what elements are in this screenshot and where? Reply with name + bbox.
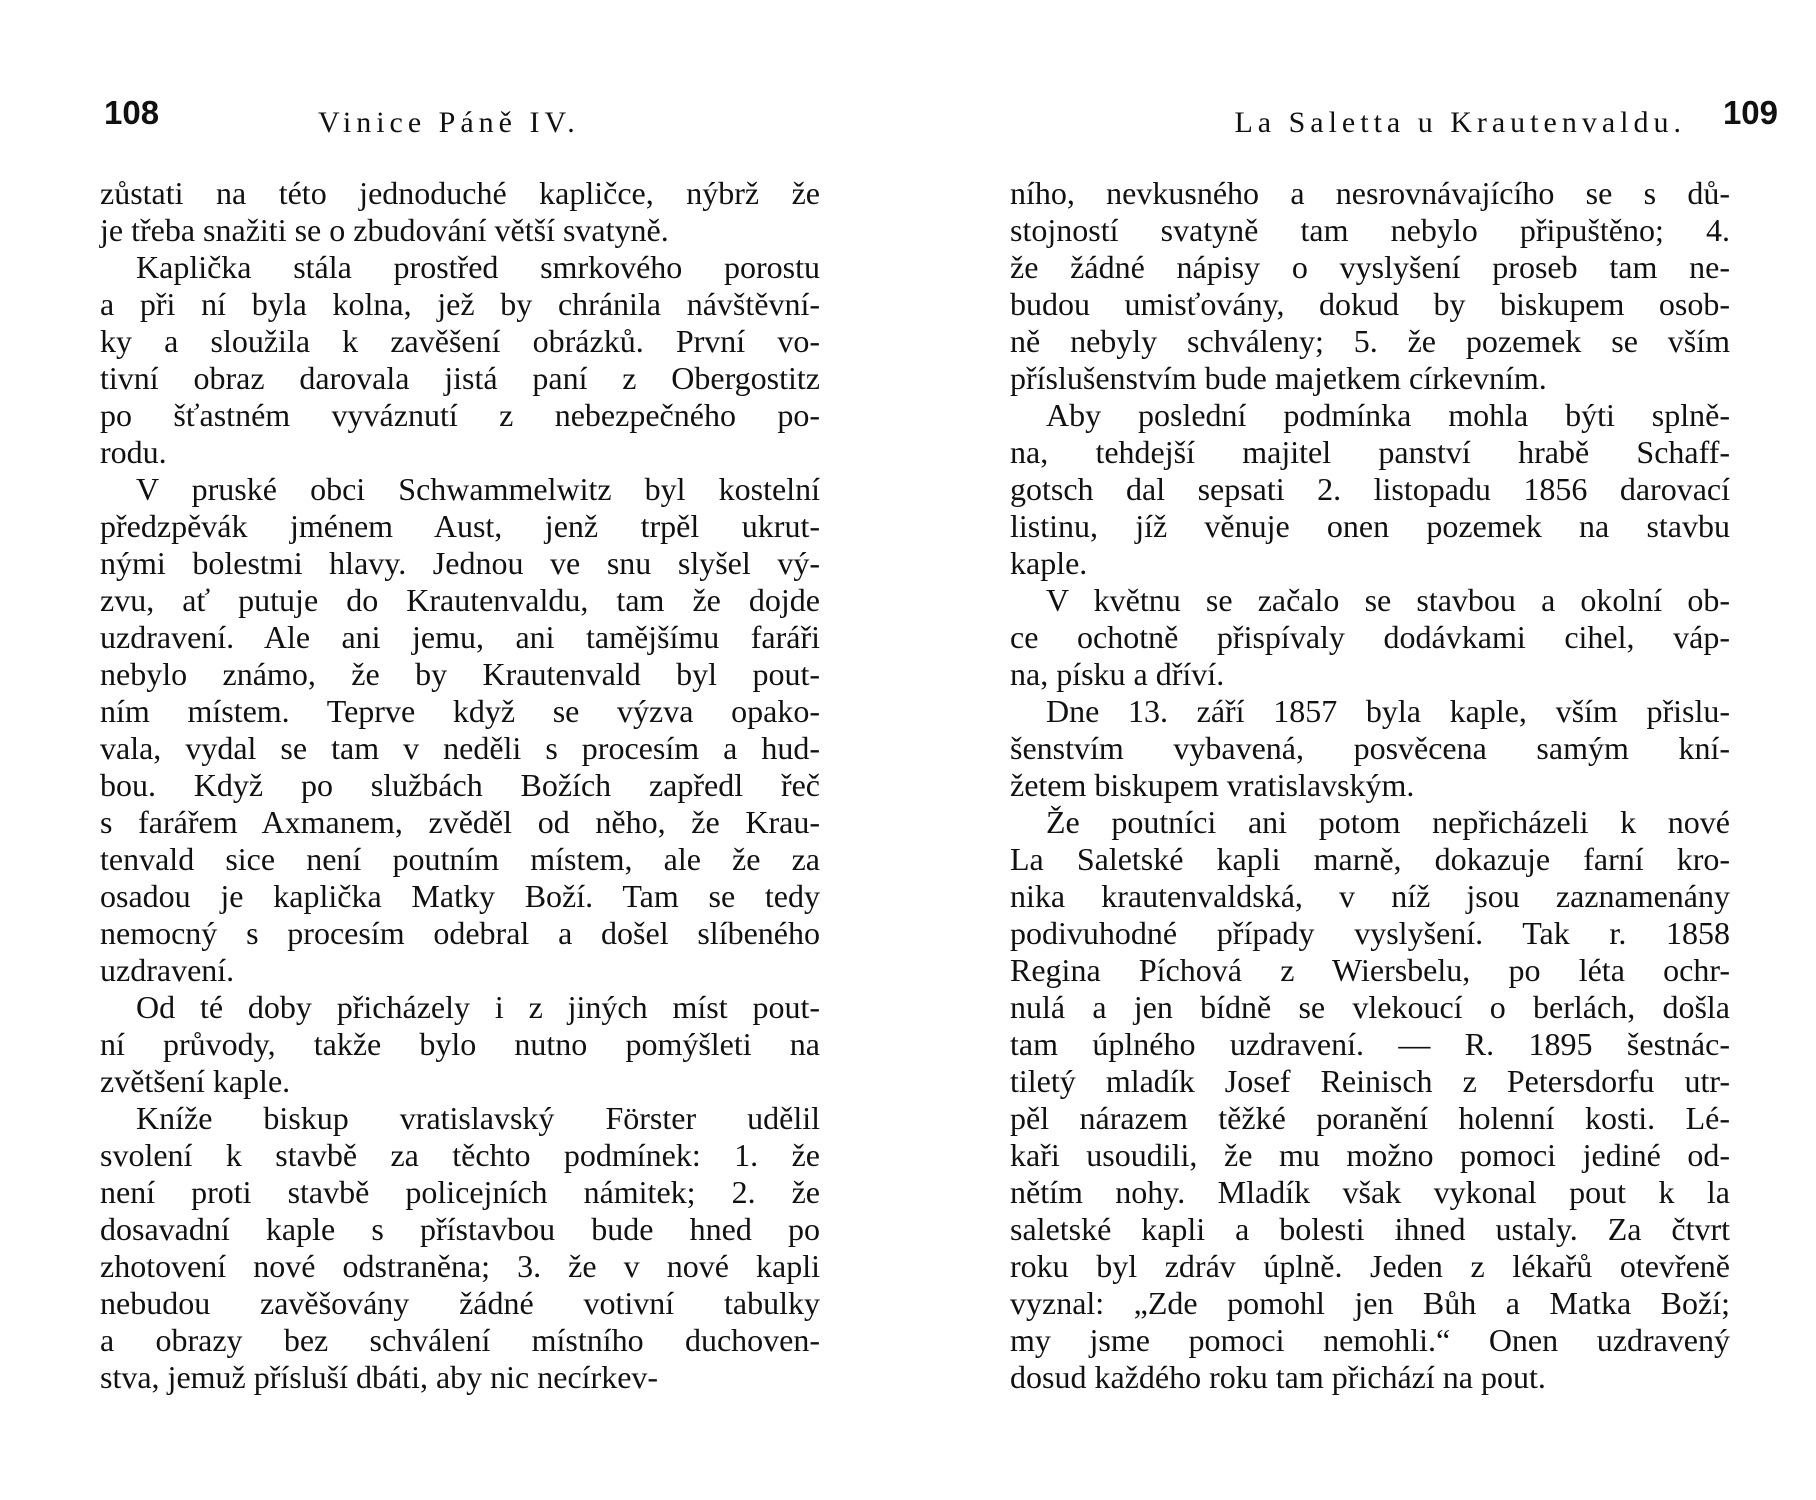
text-line: ním místem. Teprve když se výzva opako- (100, 693, 820, 729)
text-line: svolení k stavbě za těchto podmínek: 1. že (100, 1137, 820, 1173)
text-line: rodu. (100, 434, 167, 470)
text-line: nemocný s procesím odebral a došel slíbeného (100, 915, 820, 951)
right-page (1010, 0, 1778, 1500)
text-line: Dne 13. září 1857 byla kaple, vším přislu- (1046, 693, 1730, 729)
text-line: tiletý mladík Josef Reinisch z Petersdorfu utr- (1010, 1063, 1730, 1099)
right-page-header (1010, 94, 1778, 146)
text-line: a obrazy bez schválení místního duchoven- (100, 1322, 820, 1358)
text-line: není proti stavbě policejních námitek; 2. že (100, 1174, 820, 1210)
text-line: ní průvody, takže bylo nutno pomýšleti na (100, 1026, 820, 1062)
text-line: uzdravení. Ale ani jemu, ani tamějšímu faráři (100, 619, 820, 655)
text-line: uzdravení. (100, 952, 235, 988)
right-page-number: 109 (1722, 94, 1778, 131)
text-line: osadou je kaplička Matky Boží. Tam se tedy (100, 878, 820, 914)
text-line: dosud každého roku tam přichází na pout. (1010, 1359, 1546, 1395)
text-line: stva, jemuž přísluší dbáti, aby nic necírkev- (100, 1359, 659, 1395)
text-line: nulá a jen bídně se vlekoucí o berlách, došla (1010, 989, 1730, 1025)
left-running-head: Vinice Páně IV. (318, 106, 580, 139)
text-line: zhotovení nové odstraněna; 3. že v nové kapli (100, 1248, 820, 1284)
text-line: nětím nohy. Mladík však vykonal pout k la (1010, 1174, 1730, 1210)
text-line: gotsch dal sepsati 2. listopadu 1856 darovací (1010, 471, 1730, 507)
text-line: ce ochotně přispívaly dodávkami cihel, váp- (1010, 619, 1730, 655)
left-page-body (100, 175, 820, 1396)
text-line: kaple. (1010, 545, 1088, 581)
left-page-header (100, 94, 820, 146)
text-line: po šťastném vyváznutí z nebezpečného po- (100, 397, 820, 433)
text-line: kaři usoudili, že mu možno pomoci jediné od- (1010, 1137, 1730, 1173)
left-page-number: 108 (104, 94, 160, 131)
text-line: ně nebyly schváleny; 5. že pozemek se vším (1010, 323, 1730, 359)
text-line: podivuhodné případy vyslyšení. Tak r. 1858 (1010, 915, 1730, 951)
text-line: Kníže biskup vratislavský Förster udělil (136, 1100, 820, 1136)
text-line: Kaplička stála prostřed smrkového porostu (136, 249, 820, 285)
text-line: V pruské obci Schwammelwitz byl kostelní (136, 471, 820, 507)
text-line: La Saletské kapli marně, dokazuje farní kro- (1010, 841, 1730, 877)
text-line: ky a sloužila k zavěšení obrázků. První vo- (100, 323, 820, 359)
text-line: my jsme pomoci nemohli.“ Onen uzdravený (1010, 1322, 1730, 1358)
text-line: vyznal: „Zde pomohl jen Bůh a Matka Boží; (1010, 1285, 1730, 1321)
text-line: pěl nárazem těžké poranění holenní kosti. Lé- (1010, 1100, 1730, 1136)
text-line: zvu, ať putuje do Krautenvaldu, tam že dojde (100, 582, 820, 618)
text-line: nebylo známo, že by Krautenvald byl pout- (100, 656, 820, 692)
text-line: tam úplného uzdravení. — R. 1895 šestnác- (1010, 1026, 1730, 1062)
text-line: bou. Když po službách Božích zapředl řeč (100, 767, 820, 803)
text-line: na, písku a dříví. (1010, 656, 1225, 692)
text-line: dosavadní kaple s přístavbou bude hned po (100, 1211, 820, 1247)
text-line: Regina Píchová z Wiersbelu, po léta ochr- (1010, 952, 1730, 988)
text-line: tenvald sice není poutním místem, ale že za (100, 841, 820, 877)
text-line: zvětšení kaple. (100, 1063, 291, 1099)
text-line: nika krautenvaldská, v níž jsou zaznamenány (1010, 878, 1730, 914)
text-line: budou umisťovány, dokud by biskupem osob- (1010, 286, 1730, 322)
text-line: zůstati na této jednoduché kapličce, nýbrž že (100, 175, 820, 211)
text-line: tivní obraz darovala jistá paní z Obergostitz (100, 360, 820, 396)
text-line: je třeba snažiti se o zbudování větší svatyně. (100, 212, 669, 248)
text-line: a při ní byla kolna, jež by chránila návštěvní- (100, 286, 820, 322)
text-line: stojností svatyně tam nebylo připuštěno; 4. (1010, 212, 1730, 248)
text-line: saletské kapli a bolesti ihned ustaly. Za čtvrt (1010, 1211, 1730, 1247)
text-line: šenstvím vybavená, posvěcena samým kní- (1010, 730, 1730, 766)
text-line: vala, vydal se tam v neděli s procesím a hud- (100, 730, 820, 766)
text-line: Že poutníci ani potom nepřicházeli k nové (1046, 804, 1730, 840)
text-line: s farářem Axmanem, zvěděl od něho, že Krau- (100, 804, 820, 840)
text-line: žetem biskupem vratislavským. (1010, 767, 1415, 803)
text-line: V květnu se začalo se stavbou a okolní ob- (1046, 582, 1730, 618)
text-line: listinu, jíž věnuje onen pozemek na stavbu (1010, 508, 1730, 544)
text-line: nými bolestmi hlavy. Jednou ve snu slyšel vý- (100, 545, 820, 581)
text-line: na, tehdejší majitel panství hrabě Schaff- (1010, 434, 1730, 470)
text-line: Od té doby přicházely i z jiných míst pout- (136, 989, 820, 1025)
text-line: Aby poslední podmínka mohla býti splně- (1046, 397, 1730, 433)
text-line: předzpěvák jménem Aust, jenž trpěl ukrut- (100, 508, 820, 544)
text-line: že žádné nápisy o vyslyšení proseb tam ne- (1010, 249, 1730, 285)
text-line: příslušenstvím bude majetkem církevním. (1010, 360, 1547, 396)
text-line: roku byl zdráv úplně. Jeden z lékařů otevřeně (1010, 1248, 1730, 1284)
right-running-head: La Saletta u Krautenvaldu. (1234, 106, 1686, 139)
left-page (100, 0, 820, 1500)
text-line: ního, nevkusného a nesrovnávajícího se s dů- (1010, 175, 1730, 211)
text-line: nebudou zavěšovány žádné votivní tabulky (100, 1285, 820, 1321)
right-page-body (1010, 175, 1730, 1396)
